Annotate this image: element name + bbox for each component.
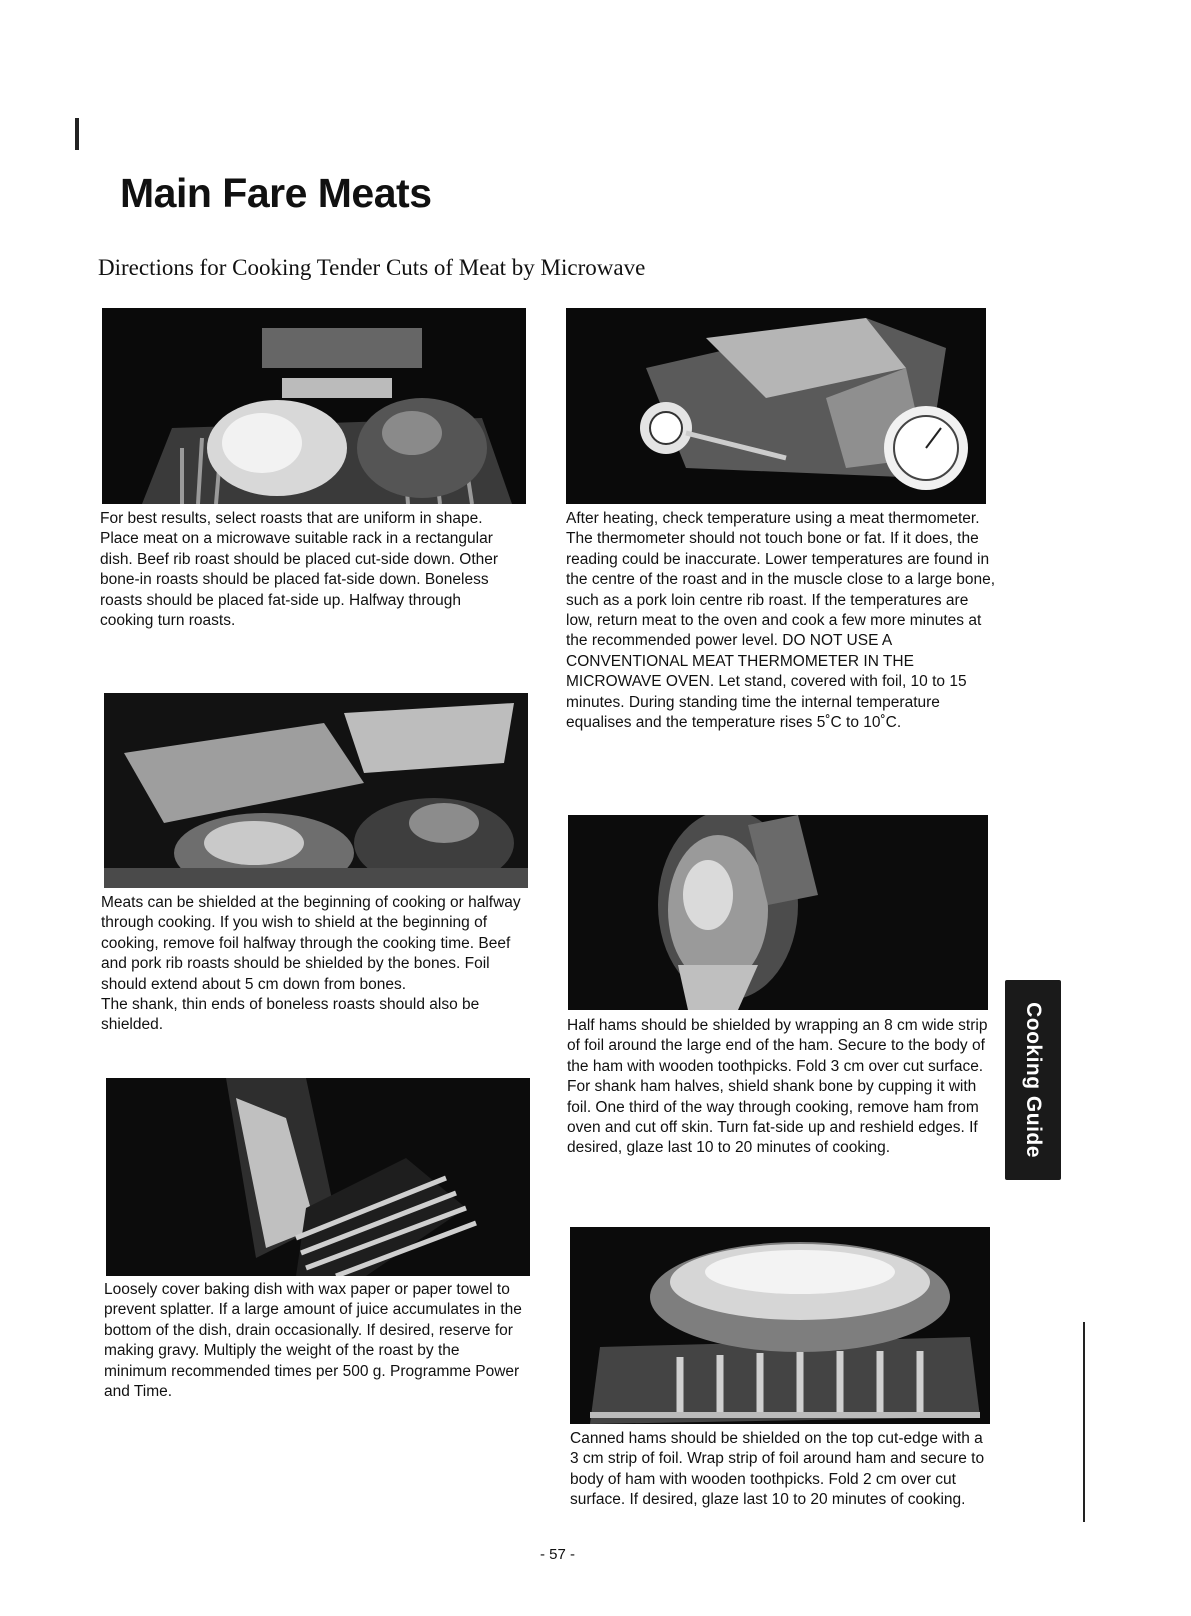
caption-paragraph: For best results, select roasts that are uniform in shape. [100,510,483,527]
meat-thermometer-caption [566,509,996,733]
caption-paragraph: The shank, thin ends of boneless roasts should also be shielded. [101,996,480,1034]
canned-ham-photo [570,1227,990,1424]
shielded-meats-photo [104,693,528,888]
cooking-guide-tab [1005,980,1061,1180]
caption-paragraph: Loosely cover baking dish with wax paper or paper towel to prevent splatter. If a large amount of juice accumulates in the bottom of the dish, drain occasionally. If desired, reserve for making gravy. Multiply the weight of the roast by the minimum recommended times per 500 g. Programme Power and Time. [104,1281,522,1401]
caption-paragraph: Place meat on a microwave suitable rack in a rectangular dish. Beef rib roast should be placed cut-side down. Other bone-in roasts should be placed fat-side down. Boneless roasts should be placed fat-side up. Halfway through cooking turn roasts. [100,530,499,630]
page-subtitle: Directions for Cooking Tender Cuts of Meat by Microwave [98,255,646,280]
roasts-on-rack-caption [100,509,510,631]
side-tab-label: Cooking Guide [1022,1002,1045,1158]
meat-thermometer-photo [566,308,986,504]
covered-baking-dish-caption [104,1280,524,1402]
caption-paragraph: Canned hams should be shielded on the top cut-edge with a 3 cm strip of foil. Wrap strip of foil around ham and secure to body of ham with wooden toothpicks. Fold 2 cm over cut surface. If desired, glaze last 10 to 20 minutes of cooking. [570,1430,985,1509]
right-margin-line [1083,1322,1085,1522]
covered-baking-dish-photo [106,1078,530,1276]
caption-paragraph: Half hams should be shielded by wrapping an 8 cm wide strip of foil around the large end of the ham. Secure to the body of the ham with wooden toothpicks. Fold 3 cm over cut surface. For shank ham halves, shield shank bone by cupping it with foil. One third of the way through cooking, remove ham from oven and cut off skin. Turn fat-side up and reshield edges. If desired, glaze last 10 to 20 minutes of cooking. [567,1017,988,1157]
page-title: Main Fare Meats [120,170,432,216]
caption-paragraph: Meats can be shielded at the beginning of cooking or halfway through cooking. If you wish to shield at the beginning of cooking, remove foil halfway through the cooking time. Beef and pork rib roasts should be shielded by the bones. Foil should extend about 5 cm down from bones. [101,894,521,993]
canned-ham-caption [570,1429,990,1511]
page-number: - 57 - [539,1546,575,1563]
half-ham-foil-caption [567,1016,992,1159]
left-margin-mark [75,118,79,150]
caption-paragraph: After heating, check temperature using a meat thermometer. The thermometer should not touch bone or fat. If it does, the reading could be inaccurate. Lower temperatures are found in the centre of the roast and in the muscle close to a large bone, such as a pork loin centre rib roast. If the temperatures are low, return meat to the oven and cook a few more minutes at the recommended power level. DO NOT USE A CONVENTIONAL MEAT THERMOMETER IN THE MICROWAVE OVEN. Let stand, covered with foil, 10 to 15 minutes. During standing time the internal temperature equalises and the temperature rises 5˚C to 10˚C. [566,510,996,732]
shielded-meats-caption [101,893,526,1036]
roasts-on-rack-photo [102,308,526,504]
half-ham-foil-photo [568,815,988,1010]
